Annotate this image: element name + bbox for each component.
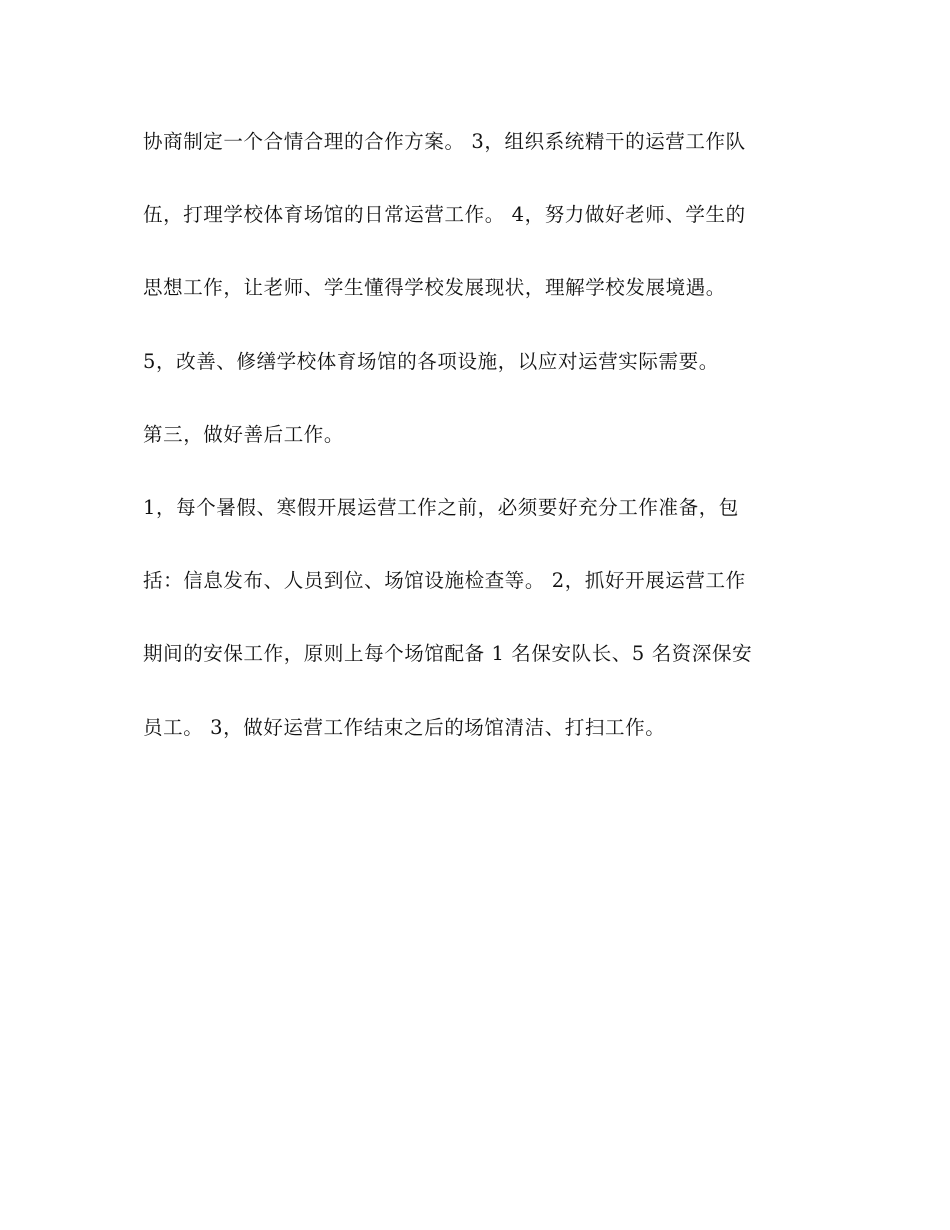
- blank-line: [143, 527, 803, 564]
- blank-line: [143, 307, 803, 344]
- text-line: 括：信息发布、人员到位、场馆设施检查等。 2，抓好开展运营工作: [143, 569, 746, 593]
- section-heading: 第三，做好善后工作。: [143, 422, 345, 446]
- text-line: 思想工作，让老师、学生懂得学校发展现状，理解学校发展境遇。: [143, 276, 726, 300]
- text-line: 1，每个暑假、寒假开展运营工作之前，必须要好充分工作准备，包: [143, 495, 739, 519]
- blank-line: [143, 234, 803, 271]
- text-line: 伍，打理学校体育场馆的日常运营工作。 4，努力做好老师、学生的: [143, 203, 746, 227]
- blank-line: [143, 673, 803, 710]
- blank-line: [143, 453, 803, 490]
- text-line: 协商制定一个合情合理的合作方案。 3，组织系统精干的运营工作队: [143, 130, 746, 153]
- text-line: 5，改善、修缮学校体育场馆的各项设施，以应对运营实际需要。: [143, 349, 719, 373]
- text-line: 期间的安保工作，原则上每个场馆配备 1 名保安队长、5 名资深保安: [143, 642, 753, 666]
- blank-line: [143, 600, 803, 637]
- blank-line: [143, 161, 803, 198]
- blank-line: [143, 380, 803, 417]
- document-body: [143, 124, 803, 746]
- text-line: 员工。 3，做好运营工作结束之后的场馆清洁、打扫工作。: [143, 715, 666, 739]
